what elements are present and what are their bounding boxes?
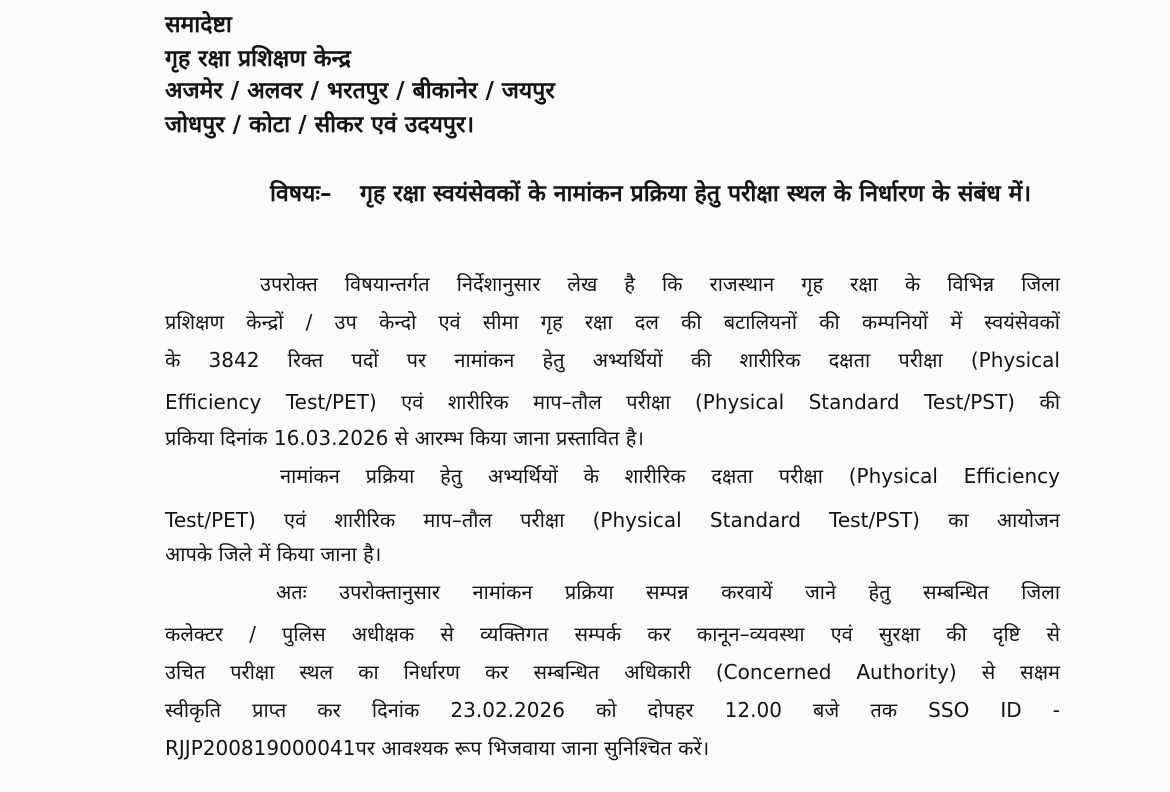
paragraph-line: Efficiency Test/PET) एवं शारीरिक माप–तौल परीक्षा (Physical Standard Test/PST) की bbox=[165, 390, 1060, 414]
paragraph-line: के 3842 रिक्त पदों पर नामांकन हेतु अभ्यर्थियों की शारीरिक दक्षता परीक्षा (Physical bbox=[165, 348, 1060, 372]
paragraph-line: उचित परीक्षा स्थल का निर्धारण कर सम्बन्धित अधिकारी (Concerned Authority) से सक्षम bbox=[165, 660, 1060, 684]
paragraph-line: प्रशिक्षण केन्द्रों / उप केन्दो एवं सीमा गृह रक्षा दल की बटालियनों की कम्पनियों में स्वयंसेवकों bbox=[165, 310, 1060, 334]
paragraph-line: स्वीकृति प्राप्त कर दिनांक 23.02.2026 को दोपहर 12.00 बजे तक SSO ID - bbox=[165, 698, 1060, 722]
addressee-districts-2: जोधपुर / कोटा / सीकर एवं उदयपुर। bbox=[165, 112, 475, 138]
paragraph-line: कलेक्टर / पुलिस अधीक्षक से व्यक्तिगत सम्पर्क कर कानून–व्यवस्था एवं सुरक्षा की दृष्टि से bbox=[165, 622, 1060, 646]
paragraph-line: Test/PET) एवं शारीरिक माप–तौल परीक्षा (Physical Standard Test/PST) का आयोजन bbox=[165, 508, 1060, 532]
subject-block bbox=[270, 176, 1060, 212]
paragraph-line: नामांकन प्रक्रिया हेतु अभ्यर्थियों के शारीरिक दक्षता परीक्षा (Physical Efficiency bbox=[280, 464, 1060, 488]
paragraph-line: अतः उपरोक्तानुसार नामांकन प्रक्रिया सम्पन्न करवायें जाने हेतु सम्बन्धित जिला bbox=[276, 580, 1060, 604]
addressee-districts-1: अजमेर / अलवर / भरतपुर / बीकानेर / जयपुर bbox=[165, 78, 555, 104]
paragraph-line: RJJP200819000041पर आवश्यक रूप भिजवाया जाना सुनिश्चित करें। bbox=[165, 736, 710, 760]
paragraph-line: प्रकिया दिनांक 16.03.2026 से आरम्भ किया जाना प्रस्तावित है। bbox=[165, 426, 644, 450]
addressee-title: समादेष्टा bbox=[165, 12, 232, 38]
subject-label: विषयः– bbox=[270, 181, 332, 207]
paragraph-line: उपरोक्त विषयान्तर्गत निर्देशानुसार लेख है कि राजस्थान गृह रक्षा के विभिन्न जिला bbox=[260, 272, 1060, 296]
addressee-office: गृह रक्षा प्रशिक्षण केन्द्र bbox=[165, 46, 351, 72]
subject-text: गृह रक्षा स्वयंसेवकों के नामांकन प्रक्रिया हेतु परीक्षा स्थल के निर्धारण के संबंध में। bbox=[360, 181, 1032, 207]
paragraph-line: आपके जिले में किया जाना है। bbox=[165, 542, 382, 566]
